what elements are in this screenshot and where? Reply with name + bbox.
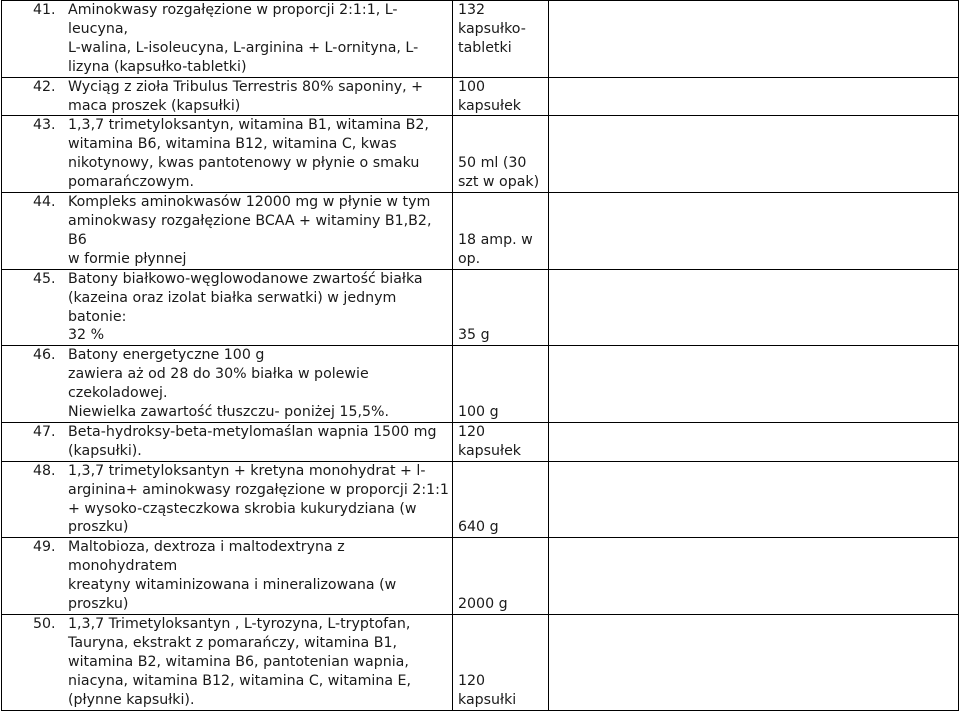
table-row (2, 538, 959, 615)
item-number: 48. (33, 462, 56, 479)
item-description: Aminokwasy rozgałęzione w proporcji 2:1:1, L-leucyna, L-walina, L-isoleucyna, L-arginina + L-ornityna, L- lizyna (kapsułko-tabletki) (68, 2, 419, 75)
empty-cell (549, 538, 959, 615)
item-number: 50. (33, 616, 56, 632)
item-number: 43. (33, 117, 56, 134)
empty-cell (549, 269, 959, 346)
item-number: 44. (33, 194, 56, 211)
table-row (2, 346, 959, 423)
empty-cell (549, 193, 959, 270)
table-row (2, 1, 959, 78)
item-number: 42. (33, 78, 56, 95)
description-cell (2, 422, 453, 461)
item-number: 41. (33, 2, 56, 18)
description-cell (2, 77, 453, 116)
item-description: Batony energetyczne 100 g zawiera aż od 28 do 30% białka w polewie czekoladowej. Niewielka zawartość tłuszczu- poniżej 15,5%. (68, 347, 390, 421)
item-description: Batony białkowo-węglowodanowe zwartość białka (kazeina oraz izolat białka serwatki) w jednym batonie: 32 % (68, 270, 423, 344)
item-number: 49. (33, 539, 56, 556)
quantity-cell: 640 g (453, 461, 549, 538)
quantity-cell: 35 g (453, 269, 549, 346)
description-cell (2, 461, 453, 538)
description-cell (2, 116, 453, 193)
table-row (2, 269, 959, 346)
item-description: Maltobioza, dextroza i maltodextryna z monohydratem kreatyny witaminizowana i mineralizowana (w proszku) (68, 539, 397, 613)
quantity-cell: 120 kapsułki (453, 615, 549, 711)
table-row (2, 461, 959, 538)
quantity-cell: 132 kapsułko- tabletki (453, 1, 549, 78)
description-cell (2, 346, 453, 423)
item-description: 1,3,7 Trimetyloksantyn , L-tyrozyna, L-tryptofan, Tauryna, ekstrakt z pomarańczy, witamina B1, witamina B2, witamina B6, pantotenian wapnia, niacyna, witamina B12, witamina C, witamina E, (płynne kapsułki). (68, 616, 412, 708)
quantity-cell: 100 g (453, 346, 549, 423)
item-description: 1,3,7 trimetyloksantyn + kretyna monohydrat + l- arginina+ aminokwasy rozgałęzione w proporcji 2:1:1 + wysoko-cząsteczkowa skrobia kukurydziana (w proszku) (68, 462, 449, 536)
empty-cell (549, 116, 959, 193)
table-body (2, 1, 959, 711)
item-description: Wyciąg z zioła Tribulus Terrestris 80% saponiny, + maca proszek (kapsułki) (68, 78, 424, 114)
table-row (2, 422, 959, 461)
empty-cell (549, 461, 959, 538)
item-number: 46. (33, 347, 56, 364)
table-row (2, 615, 959, 711)
item-description: 1,3,7 trimetyloksantyn, witamina B1, witamina B2, witamina B6, witamina B12, witamina C, kwas nikotynowy, kwas pantotenowy w płynie o smaku pomarańczowym. (68, 117, 429, 191)
item-number: 47. (33, 423, 56, 440)
item-number: 45. (33, 270, 56, 287)
table-row (2, 193, 959, 270)
description-cell (2, 193, 453, 270)
empty-cell (549, 422, 959, 461)
item-description: Kompleks aminokwasów 12000 mg w płynie w tym aminokwasy rozgałęzione BCAA + witaminy B1,B2, B6 w formie płynnej (68, 194, 432, 267)
item-description: Beta-hydroksy-beta-metylomaślan wapnia 1500 mg (kapsułki). (68, 423, 437, 459)
product-table (1, 0, 959, 711)
description-cell (2, 269, 453, 346)
table-row (2, 77, 959, 116)
description-cell (2, 538, 453, 615)
empty-cell (549, 77, 959, 116)
empty-cell (549, 615, 959, 711)
quantity-cell: 100 kapsułek (453, 77, 549, 116)
quantity-cell: 18 amp. w op. (453, 193, 549, 270)
quantity-cell: 50 ml (30 szt w opak) (453, 116, 549, 193)
table-row (2, 116, 959, 193)
empty-cell (549, 1, 959, 78)
description-cell (2, 615, 453, 711)
description-cell (2, 1, 453, 78)
empty-cell (549, 346, 959, 423)
quantity-cell: 2000 g (453, 538, 549, 615)
quantity-cell: 120 kapsułek (453, 422, 549, 461)
